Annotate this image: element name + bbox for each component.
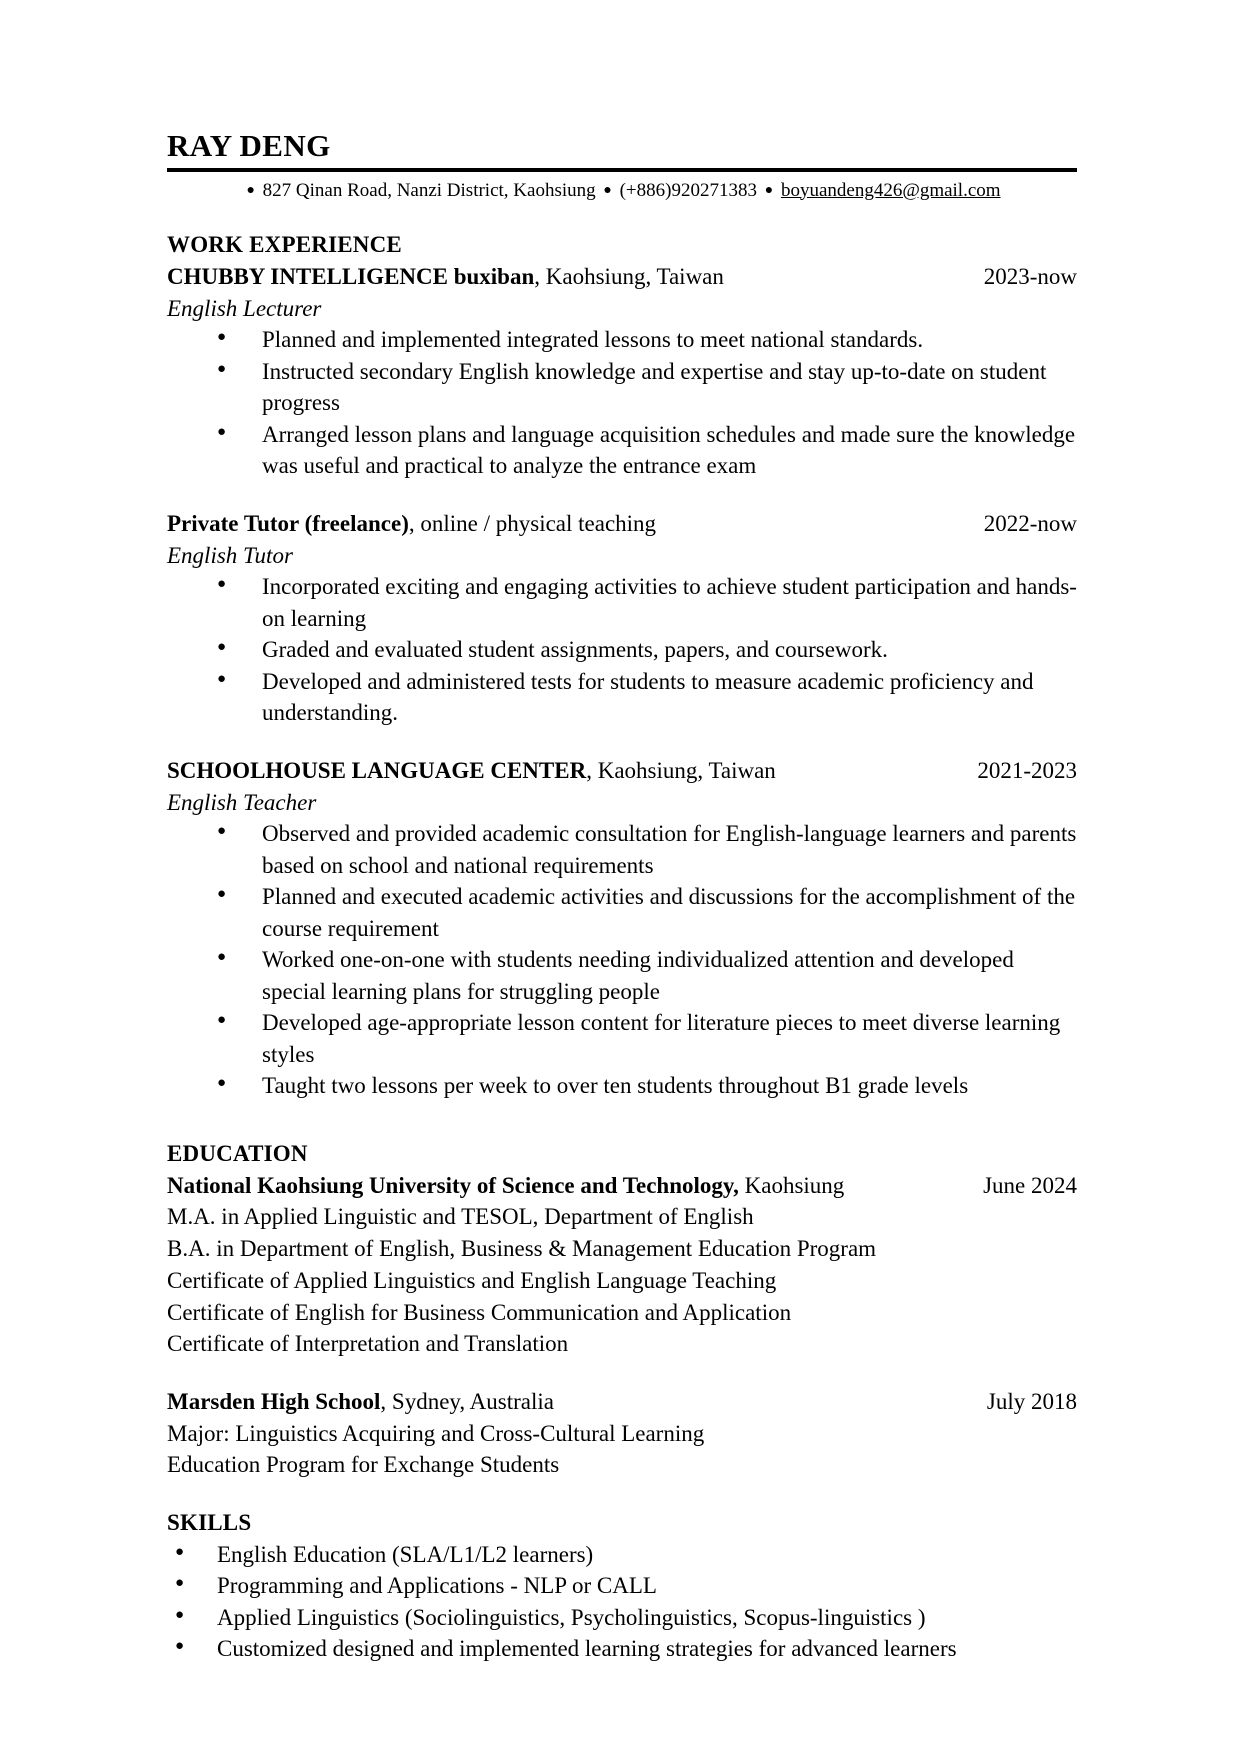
list-item: ● Observed and provided academic consultation for English-language learners and parents based on school and national requirements [167, 818, 1077, 881]
list-item: ● Developed age-appropriate lesson content for literature pieces to meet diverse learning styles [167, 1007, 1077, 1070]
work-entry-header [167, 508, 1077, 540]
work-entry-header [167, 261, 1077, 293]
work-entry-1 [167, 508, 1077, 729]
list-item: ● Developed and administered tests for students to measure academic proficiency and understanding. [167, 666, 1077, 729]
bullet-separator-icon: ● [603, 182, 612, 198]
list-item: ● Arranged lesson plans and language acquisition schedules and made sure the knowledge was useful and practical to analyze the entrance exam [167, 419, 1077, 482]
education-detail-line: Education Program for Exchange Students [167, 1452, 560, 1478]
list-item: ● Applied Linguistics (Sociolinguistics, Psycholinguistics, Scopus-linguistics ) [167, 1602, 1077, 1634]
list-item: ● Planned and implemented integrated lessons to meet national standards. [167, 324, 1077, 356]
education-entry-0 [167, 1170, 1077, 1360]
list-item: ● Graded and evaluated student assignments, papers, and coursework. [167, 634, 1077, 666]
work-entry-bullets [167, 818, 1077, 1102]
education-detail-line: M.A. in Applied Linguistic and TESOL, Department of English [167, 1204, 754, 1230]
section-title-work: WORK EXPERIENCE [167, 232, 402, 258]
work-entry-role: English Tutor [167, 542, 293, 568]
education-entry-org-place: National Kaohsiung University of Science and Technology, Kaohsiung [167, 1172, 845, 1198]
list-item: ● Taught two lessons per week to over ten students throughout B1 grade levels [167, 1070, 1077, 1102]
list-item: ● Incorporated exciting and engaging activities to achieve student participation and hands-on learning [167, 571, 1077, 634]
contact-phone: (+886)920271383 [619, 179, 757, 201]
list-item: ● Worked one-on-one with students needing individualized attention and developed special learning plans for struggling people [167, 944, 1077, 1007]
work-entry-2 [167, 755, 1077, 1102]
work-entry-bullets [167, 324, 1077, 482]
bullet-separator-icon: ● [764, 182, 774, 198]
work-entry-date: 2022-now [983, 510, 1077, 536]
contact-address: 827 Qinan Road, Nanzi District, Kaohsiung [262, 179, 596, 201]
section-title-education: EDUCATION [167, 1140, 308, 1166]
contact-line [167, 178, 1077, 204]
work-entry-0 [167, 261, 1077, 482]
education-entry-1 [167, 1386, 1077, 1481]
work-entry-role: English Teacher [167, 789, 317, 815]
work-entry-date: 2023-now [983, 263, 1077, 289]
education-detail-line: B.A. in Department of English, Business & Management Education Program [167, 1236, 877, 1262]
page-title: RAY DENG [167, 128, 331, 163]
work-entry-header [167, 755, 1077, 787]
work-entry-date: 2021-2023 [977, 757, 1077, 783]
education-detail-line: Certificate of Applied Linguistics and English Language Teaching [167, 1267, 777, 1293]
list-item: ● Programming and Applications - NLP or CALL [167, 1570, 1077, 1602]
education-detail-line: Major: Linguistics Acquiring and Cross-Cultural Learning [167, 1420, 705, 1446]
education-entry-org-place: Marsden High School, Sydney, Australia [167, 1388, 554, 1414]
work-entry-role: English Lecturer [167, 295, 322, 321]
education-entry-header [167, 1386, 1077, 1418]
education-entry-date: June 2024 [983, 1172, 1077, 1198]
education-detail-line: Certificate of Interpretation and Translation [167, 1331, 569, 1357]
list-item: ● Planned and executed academic activities and discussions for the accomplishment of the course requirement [167, 881, 1077, 944]
list-item: ● Instructed secondary English knowledge and expertise and stay up-to-date on student progress [167, 356, 1077, 419]
work-entry-org-place: CHUBBY INTELLIGENCE buxiban, Kaohsiung, Taiwan [167, 263, 724, 289]
education-entry-header [167, 1170, 1077, 1202]
education-entry-date: July 2018 [986, 1388, 1077, 1414]
list-item: ● Customized designed and implemented learning strategies for advanced learners [167, 1633, 1077, 1665]
contact-email[interactable]: boyuandeng426@gmail.com [780, 179, 1001, 201]
header-divider [167, 168, 1077, 172]
bullet-separator-icon: ● [246, 182, 255, 198]
work-entry-org-place: Private Tutor (freelance), online / physical teaching [167, 510, 657, 536]
education-detail-line: Certificate of English for Business Communication and Application [167, 1299, 792, 1325]
section-title-skills: SKILLS [167, 1510, 252, 1536]
work-entry-bullets [167, 571, 1077, 729]
list-item: ● English Education (SLA/L1/L2 learners) [167, 1539, 1077, 1571]
skills-list [167, 1539, 1077, 1665]
work-entry-org-place: SCHOOLHOUSE LANGUAGE CENTER, Kaohsiung, Taiwan [167, 757, 776, 783]
